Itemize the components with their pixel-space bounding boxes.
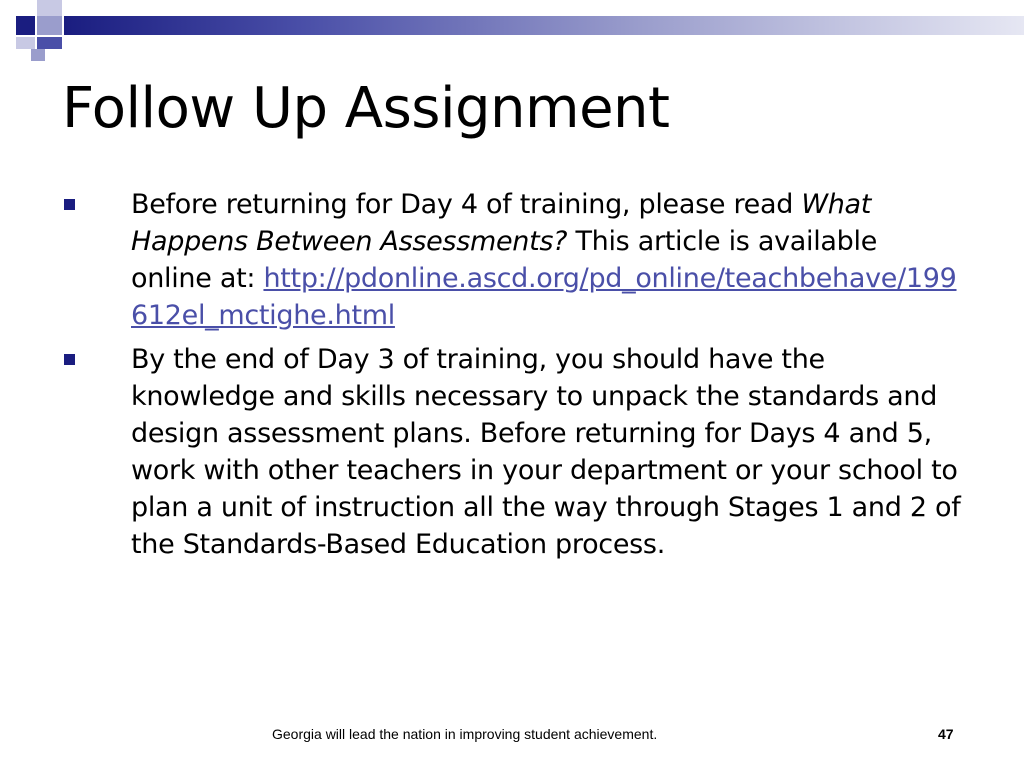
page-number: 47 [938, 726, 954, 742]
decor-square [16, 37, 35, 49]
bullet-list [64, 186, 964, 570]
header-gradient-bar [64, 16, 1024, 35]
header-decoration [0, 0, 1024, 70]
bullet-rest-text: This article is available online at: [131, 226, 878, 294]
article-title: What Happens Between Assessments? [131, 189, 872, 257]
bullet-text: By the end of Day 3 of training, you should have the knowledge and skills necessary to unpack the standards and design assessment plans. Before returning for Days 4 and 5, work with other teachers in your department or your school to plan a unit of instruction all the way through Stages 1 and 2 of the Standards-Based Education process. [131, 344, 961, 560]
bullet-item [64, 186, 964, 334]
bullet-text [131, 189, 957, 331]
square-bullet-icon [64, 199, 75, 210]
slide-title: Follow Up Assignment [62, 76, 670, 141]
decor-square [37, 37, 62, 49]
bullet-lead-text: Before returning for Day 4 of training, please read [131, 189, 802, 220]
decor-square [37, 16, 62, 35]
decor-square [37, 0, 62, 16]
footer-tagline: Georgia will lead the nation in improving student achievement. [272, 726, 658, 742]
decor-square [31, 49, 45, 61]
decor-square [16, 16, 35, 35]
article-link[interactable]: http://pdonline.ascd.org/pd_online/teachbehave/199612el_mctighe.html [131, 263, 957, 331]
bullet-item [64, 341, 964, 563]
square-bullet-icon [64, 354, 75, 365]
